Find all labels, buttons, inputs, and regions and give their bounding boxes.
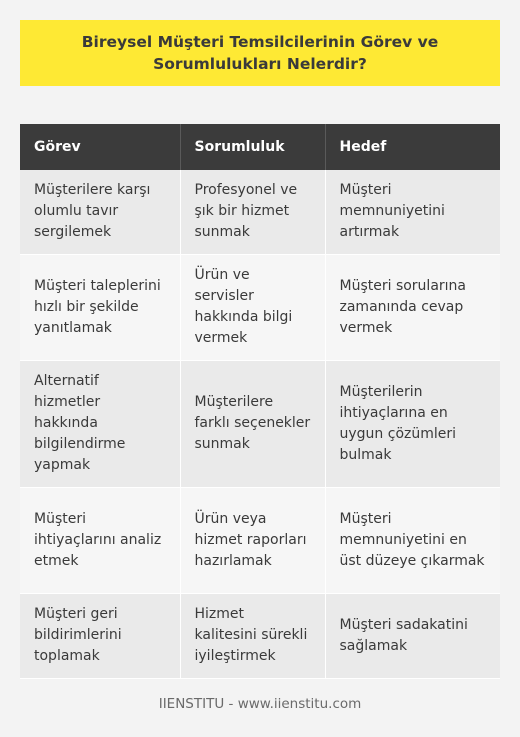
- table-cell: Müşterilerin ihtiyaçlarına en uygun çözümleri bulmak: [325, 360, 500, 487]
- table-cell: Hizmet kalitesini sürekli iyileştirmek: [180, 593, 325, 678]
- duties-table: [20, 124, 500, 679]
- table-cell: Müşteri taleplerini hızlı bir şekilde yanıtlamak: [20, 254, 180, 360]
- column-header-gorev: Görev: [20, 124, 180, 170]
- table-header-row: [20, 124, 500, 170]
- table-cell: Müşterilere farklı seçenekler sunmak: [180, 360, 325, 487]
- table-cell: Alternatif hizmetler hakkında bilgilendirme yapmak: [20, 360, 180, 487]
- footer-credit: IIENSTITU - www.iienstitu.com: [158, 696, 362, 712]
- table-cell: Müşteri memnuniyetini en üst düzeye çıkarmak: [325, 487, 500, 593]
- table-row: [20, 360, 500, 487]
- table-cell: Müşterilere karşı olumlu tavır sergilemek: [20, 170, 180, 254]
- table-cell: Müşteri sorularına zamanında cevap vermek: [325, 254, 500, 360]
- table-cell: Müşteri memnuniyetini artırmak: [325, 170, 500, 254]
- table-cell: Ürün veya hizmet raporları hazırlamak: [180, 487, 325, 593]
- table-cell: Ürün ve servisler hakkında bilgi vermek: [180, 254, 325, 360]
- table-cell: Profesyonel ve şık bir hizmet sunmak: [180, 170, 325, 254]
- table-cell: Müşteri geri bildirimlerini toplamak: [20, 593, 180, 678]
- table-row: [20, 254, 500, 360]
- table-row: [20, 487, 500, 593]
- table-row: [20, 170, 500, 254]
- page-title: Bireysel Müşteri Temsilcilerinin Görev ve Sorumlulukları Nelerdir?: [81, 33, 439, 73]
- table-cell: Müşteri sadakatini sağlamak: [325, 593, 500, 678]
- table-row: [20, 593, 500, 678]
- table-cell: Müşteri ihtiyaçlarını analiz etmek: [20, 487, 180, 593]
- title-banner: [20, 20, 500, 86]
- column-header-hedef: Hedef: [325, 124, 500, 170]
- column-header-sorumluluk: Sorumluluk: [180, 124, 325, 170]
